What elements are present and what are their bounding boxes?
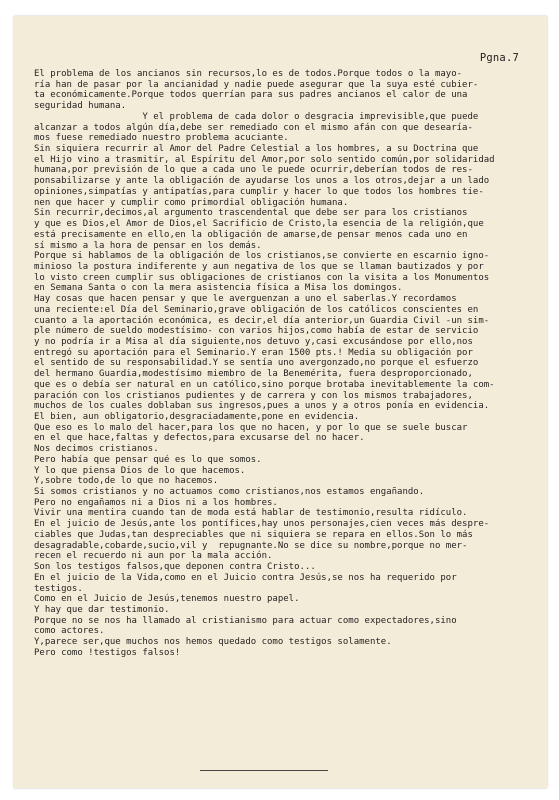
text-line: lo visto creen cumplir sus obligaciones de cristianos con la visita a los Monumentos bbox=[34, 272, 490, 283]
text-line: Son los testigos falsos,que deponen contra Cristo... bbox=[34, 562, 316, 573]
text-line: Y,sobre todo,de lo que no hacemos. bbox=[34, 476, 219, 487]
text-line: El bien, aun obligatorio,desgraciadamente,pone en evidencia. bbox=[34, 412, 360, 422]
text-line: seguridad humana. bbox=[34, 101, 127, 112]
text-line: sí mismo a la hora de pensar en los demás. bbox=[34, 240, 262, 251]
text-line: paración con los cristianos pudientes y de carrera y con los mismos trabajadores, bbox=[34, 390, 473, 401]
text-line: ponsabilizarse y ante la obligación de ayudarse los unos a los otros,dejar a un lado bbox=[34, 176, 490, 187]
text-line: Nos decimos cristianos. bbox=[34, 444, 159, 455]
text-line: Y lo que piensa Dios de lo que hacemos. bbox=[34, 465, 246, 476]
text-line: Porque no se nos ha llamado al cristianismo para actuar como expectadores,sino bbox=[34, 615, 457, 626]
text-line: el Hijo vino a trasmitir, al Espíritu del Amor,por solo sentido común,por solidaridad bbox=[34, 154, 495, 165]
text-line: Si somos cristianos y no actuamos como cristianos,nos estamos engañando. bbox=[34, 487, 425, 498]
text-line: cuanto a la aportación económica, es decir,el día anterior,un Guardia Civil -un sim- bbox=[34, 315, 490, 326]
text-line: Y el problema de cada dolor o desgracia imprevisible,que puede bbox=[34, 111, 479, 122]
text-line: una reciente:el Día del Seminario,grave obligación de los católicos conscientes en bbox=[34, 304, 479, 315]
text-line: el sentido de su responsabilidad.Y se sentía uno avergonzado,no porque el esfuerzo bbox=[34, 358, 479, 369]
text-line: Hay cosas que hacen pensar y que le averguenzan a uno el saberlas.Y recordamos bbox=[34, 294, 457, 305]
text-line: y no podría ir a Misa al día siguiente,nos detuvo y,casi excusándose por ello,nos bbox=[34, 336, 473, 347]
text-line: ta económicamente.Porque todos querrían para sus padres ancianos el calor de una bbox=[34, 90, 468, 101]
text-line: Pero no engañamos ni a Dios ni a los hombres. bbox=[34, 497, 278, 508]
text-line: En el juicio de la Vida,como en el Juicio contra Jesús,se nos ha requerido por bbox=[34, 572, 457, 583]
text-line: Vivir una mentira cuando tan de moda está hablar de testimonio,resulta ridículo. bbox=[34, 508, 468, 519]
text-line: está precisamente en ello,en la obligación de amarse,de pensar menos cada uno en bbox=[34, 229, 468, 240]
text-line: en el que hace,faltas y defectos,para excusarse del no hacer. bbox=[34, 433, 365, 444]
document-page bbox=[14, 16, 547, 788]
text-line: desagradable,cobarde,sucio,vil y repugnante.No se dice su nombre,porque no mer- bbox=[34, 540, 468, 551]
text-line: como actores. bbox=[34, 626, 105, 637]
text-line: entregó su aportación para el Seminario.Y eran 1500 pts.! Media su obligación por bbox=[34, 347, 473, 358]
article-body bbox=[34, 69, 528, 659]
text-line: muchos de los cuales doblaban sus ingresos,pues a unos y a otros ponía en evidencia. bbox=[34, 401, 490, 412]
text-line: Sin recurrir,decimos,al argumento trascendental que debe ser para los cristianos bbox=[34, 208, 468, 219]
text-line: En el juicio de Jesús,ante los pontífices,hay unos personajes,cien veces más despre- bbox=[34, 519, 490, 530]
text-line: ciables que Judas,tan despreciables que ni siquiera se repara en ellos.Son lo más bbox=[34, 529, 473, 540]
text-line: nen que hacer y cumplir como primordial obligación humana. bbox=[34, 197, 349, 208]
text-line: Que eso es lo malo del hacer,para los que no hacen, y por lo que se suele buscar bbox=[34, 422, 468, 433]
text-line: opiniones,simpatías y antipatías,para cumplir y hacer lo que todos los hombres tie- bbox=[34, 186, 484, 197]
text-line: mos fuese remediado nuestro problema acuciante. bbox=[34, 133, 289, 144]
text-line: recen el recuerdo ni aun por la mala acción. bbox=[34, 551, 273, 562]
text-line: Sin siquiera recurrir al Amor del Padre Celestial a los hombres, a su Doctrina que bbox=[34, 144, 479, 155]
text-line: Como en el Juicio de Jesús,tenemos nuestro papel. bbox=[34, 594, 300, 605]
text-line: Pero había que pensar qué es lo que somos. bbox=[34, 454, 262, 465]
text-line: Pero como !testigos falsos! bbox=[34, 647, 181, 658]
text-line: humana,por previsión de lo que a cada uno le puede ocurrir,deberían todos de res- bbox=[34, 165, 473, 176]
text-line: Y hay que dar testimonio. bbox=[34, 604, 170, 615]
text-line: testigos. bbox=[34, 583, 83, 594]
page-number: Pgna.7 bbox=[479, 52, 519, 64]
text-line: Porque si hablamos de la obligación de los cristianos,se convierte en escarnio igno- bbox=[34, 251, 490, 262]
text-line: en Semana Santa o con la mera asistencia física a Misa los domingos. bbox=[34, 283, 403, 294]
text-line: ple número de sueldo modestísimo- con varios hijos,como había de estar de servicio bbox=[34, 326, 479, 337]
text-line: El problema de los ancianos sin recursos,lo es de todos.Porque todos o la mayo- bbox=[34, 69, 463, 79]
text-line: del hermano Guardia,modestísimo miembro de la Benemérita, fuera desproporcionado, bbox=[34, 369, 473, 380]
text-line: Y,parece ser,que muchos nos hemos quedado como testigos solamente. bbox=[34, 637, 392, 648]
text-line: que es o debía ser natural en un católico,sino porque brotaba inevitablemente la com- bbox=[34, 379, 495, 390]
text-line: minioso la postura indiferente y aun negativa de los que se llaman bautizados y por bbox=[34, 261, 484, 272]
text-line: ría han de pasar por la ancianidad y nadie puede asegurar que la suya esté cubier- bbox=[34, 79, 479, 90]
text-line: y que es Dios,el Amor de Dios,el Sacrificio de Cristo,la esencia de la religión,que bbox=[34, 219, 484, 230]
closing-rule bbox=[200, 770, 328, 771]
text-line: alcanzar a todos algún día,debe ser remediado con el mismo afán con que desearía- bbox=[34, 122, 473, 133]
